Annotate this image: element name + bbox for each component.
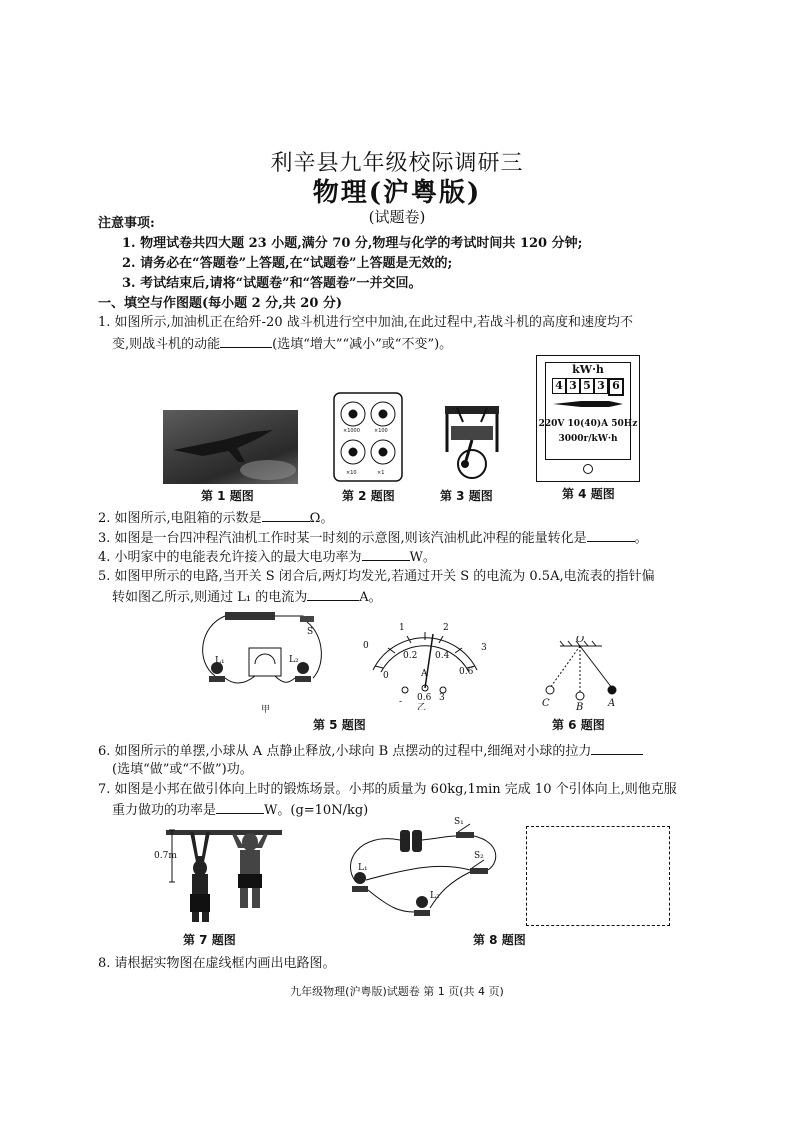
- q1-line2: [112, 334, 452, 354]
- bottom-scale-06: 0.6: [459, 667, 474, 677]
- q6-line1: [98, 741, 643, 761]
- dial-label-1: ×1: [377, 470, 385, 476]
- point-a: A: [608, 698, 616, 709]
- q3-text-b: 。: [634, 531, 648, 546]
- meter-digits: [552, 378, 624, 396]
- notice-heading: 注意事项:: [98, 216, 155, 231]
- q6-line2: (选填“做”或“不做”)功。: [112, 762, 253, 777]
- switch-s1-label: S₁: [454, 817, 464, 827]
- dial-label-1000: ×1000: [343, 428, 360, 434]
- meter-spec: 220V 10(40)A 50Hz: [538, 419, 638, 429]
- page-footer: 九年级物理(沪粤版)试题卷 第 1 页(共 4 页): [290, 985, 504, 998]
- sub-label-yi: 乙: [417, 703, 427, 710]
- meter-unit: kW·h: [572, 363, 604, 376]
- q4-text-a: 4. 小明家中的电能表允许接入的最大电功率为: [98, 550, 362, 565]
- circuit-diagram-jia: [195, 606, 335, 716]
- meter-digit: 3: [566, 378, 580, 394]
- dial-label-10: ×10: [346, 470, 357, 476]
- dial-label-100: ×100: [374, 428, 388, 434]
- q3-line: [98, 528, 648, 548]
- meter-digit: 5: [580, 378, 594, 394]
- meter-disc-icon: [551, 398, 625, 410]
- q4-text-b: W。: [409, 550, 436, 565]
- point-c: C: [542, 698, 550, 709]
- meter-screw-icon: [583, 464, 593, 474]
- switch-s2-label: S₂: [474, 851, 484, 861]
- q1-text-b: (选填“增大”“减小”或“不变”)。: [272, 337, 453, 352]
- q4-line: [98, 547, 436, 567]
- q7-text-a: 重力做功的功率是: [112, 803, 217, 818]
- q5-line2: [112, 587, 382, 607]
- caption-fig2: 第 2 题图: [342, 489, 395, 503]
- terminal-minus: -: [399, 697, 403, 707]
- q7-line1: 7. 如图是小邦在做引体向上时的锻炼场景。小邦的质量为 60kg,1min 完成 10 个引体向上,则他克服: [98, 782, 677, 797]
- ammeter-unit: A: [421, 669, 428, 679]
- caption-fig1: 第 1 题图: [201, 489, 254, 503]
- q2-text-a: 2. 如图所示,电阻箱的示数是: [98, 511, 262, 526]
- bottom-scale-04: 0.4: [435, 651, 450, 661]
- top-scale-2: 2: [443, 623, 449, 633]
- lamp-l1-label: L₁: [215, 656, 225, 666]
- caption-fig5: 第 5 题图: [313, 718, 366, 732]
- q2-line: [98, 508, 333, 528]
- lamp-l1-label: L₁: [358, 863, 368, 873]
- top-scale-1: 1: [399, 623, 405, 633]
- energy-meter: [536, 355, 640, 482]
- answer-blank[interactable]: [591, 741, 643, 755]
- q1-line1: 1. 如图所示,加油机正在给歼-20 战斗机进行空中加油,在此过程中,若战斗机的高度和速度均不: [98, 315, 634, 330]
- answer-blank[interactable]: [362, 547, 410, 561]
- answer-blank[interactable]: [262, 508, 310, 522]
- q5-line1: 5. 如图甲所示的电路,当开关 S 闭合后,两灯均发光,若通过开关 S 的电流为 0.5A,电流表的指针偏: [98, 569, 655, 584]
- pendulum-diagram: [530, 636, 630, 710]
- ammeter-dial-yi: [355, 618, 495, 710]
- sub-label-jia: 甲: [261, 705, 271, 715]
- terminal-3: 3: [439, 693, 445, 703]
- caption-fig6: 第 6 题图: [552, 718, 605, 732]
- point-b: B: [576, 702, 584, 710]
- top-scale-3: 3: [481, 643, 487, 653]
- q2-text-b: Ω。: [309, 511, 334, 526]
- caption-fig3: 第 3 题图: [440, 489, 493, 503]
- refueling-photo: [163, 410, 298, 484]
- caption-fig8: 第 8 题图: [473, 933, 526, 947]
- height-label: 0.7m: [154, 851, 177, 861]
- caption-fig4: 第 4 题图: [562, 487, 615, 501]
- section-heading: 一、填空与作图题(每小题 2 分,共 20 分): [98, 296, 343, 311]
- answer-blank[interactable]: [220, 334, 272, 348]
- answer-blank[interactable]: [216, 800, 264, 814]
- q5-text-a: 转如图乙所示,则通过 L₁ 的电流为: [112, 590, 308, 605]
- volume-label: (试题卷): [368, 208, 426, 226]
- meter-rate: 3000r/kW·h: [558, 434, 618, 444]
- point-o: O: [576, 636, 585, 645]
- meter-digit: 4: [552, 378, 566, 394]
- q5-text-b: A。: [359, 590, 382, 605]
- notice-item-1: 1. 物理试卷共四大题 23 小题,满分 70 分,物理与化学的考试时间共 120 分钟;: [122, 236, 583, 251]
- bottom-scale-0: 0: [383, 671, 389, 681]
- subject-title: 物理(沪粤版): [312, 178, 482, 208]
- engine-diagram: [437, 402, 507, 484]
- q1-text-a: 变,则战斗机的动能: [112, 337, 221, 352]
- pullup-diagram: [152, 822, 287, 926]
- notice-item-2: 2. 请务必在“答题卷”上答题,在“试题卷”上答题是无效的;: [122, 256, 453, 271]
- q6-text-a: 6. 如图所示的单摆,小球从 A 点静止释放,小球向 B 点摆动的过程中,细绳对小球的拉力: [98, 744, 592, 759]
- q8-line: 8. 请根据实物图在虚线框内画出电路图。: [98, 956, 336, 971]
- q3-text-a: 3. 如图是一台四冲程汽油机工作时某一时刻的示意图,则该汽油机此冲程的能量转化是: [98, 531, 587, 546]
- aircraft-silhouette: [163, 410, 298, 484]
- resistance-box-diagram: [333, 392, 403, 482]
- answer-blank[interactable]: [587, 528, 635, 542]
- circuit-diagram-q8: [330, 812, 505, 924]
- meter-panel: [545, 362, 631, 460]
- meter-digit: 6: [608, 378, 624, 396]
- bottom-scale-02: 0.2: [403, 651, 418, 661]
- lamp-l2-label: L₂: [430, 891, 440, 901]
- answer-blank[interactable]: [307, 587, 359, 601]
- terminal-06: 0.6: [417, 693, 432, 703]
- notice-item-3: 3. 考试结束后,请将“试题卷”和“答题卷”一并交回。: [122, 276, 422, 291]
- q7-text-b: W。(g=10N/kg): [264, 803, 369, 818]
- circuit-drawing-box[interactable]: [526, 826, 670, 926]
- top-scale-0: 0: [363, 641, 369, 651]
- lamp-l2-label: L₂: [289, 655, 299, 665]
- exam-title: 利辛县九年级校际调研三: [270, 151, 524, 176]
- switch-label: S: [307, 627, 314, 637]
- caption-fig7: 第 7 题图: [183, 933, 236, 947]
- meter-digit: 3: [594, 378, 608, 394]
